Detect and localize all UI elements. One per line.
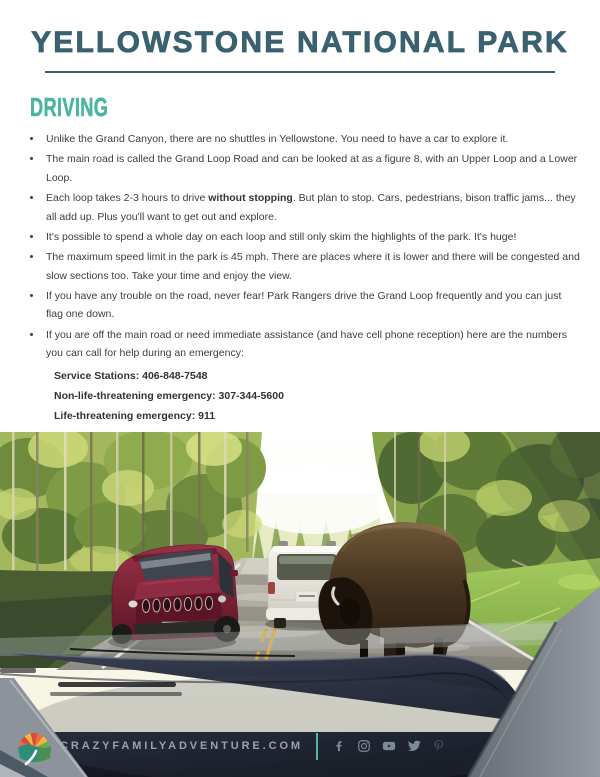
- tip-text: It's possible to spend a whole day on each loop and still only skim the highlights of the park. It's huge!: [46, 230, 517, 243]
- instagram-icon[interactable]: [357, 739, 371, 753]
- photo-bison-traffic-jam: [0, 432, 600, 777]
- footer-bar: [14, 723, 590, 769]
- page-title: YELLOWSTONE NATIONAL PARK: [31, 26, 569, 59]
- title-underline: [45, 71, 555, 73]
- facebook-icon[interactable]: [332, 739, 346, 753]
- list-item: [43, 150, 581, 187]
- driving-section: [0, 92, 600, 427]
- tip-text: Unlike the Grand Canyon, there are no shuttles in Yellowstone. You need to have a car to explore it.: [46, 133, 509, 145]
- tip-text: If you are off the main road or need immediate assistance (and have cell phone reception) here are the numbers you can call for help during an emergency:: [46, 328, 568, 360]
- site-logo[interactable]: [14, 724, 54, 768]
- list-item: [43, 189, 581, 226]
- tip-text: The main road is called the Grand Loop Road and can be looked at as a figure 8, with an Upper Loop and a Lower Loop.: [46, 153, 578, 184]
- emergency-number: Life-threatening emergency: 911: [54, 410, 216, 423]
- tip-text: . But plan to stop. Cars, pedestrians, bison traffic jams... they all add up. Plus you'll want to get out and explore.: [46, 192, 576, 223]
- youtube-icon[interactable]: [382, 739, 396, 753]
- list-item: [43, 326, 581, 363]
- list-item: [43, 130, 581, 148]
- defroster-vent: [58, 682, 176, 687]
- list-item: [43, 248, 581, 285]
- footer-divider: [316, 733, 318, 760]
- social-icons: [332, 739, 446, 753]
- list-item: [43, 287, 581, 324]
- tip-text: The maximum speed limit in the park is 45 mph. There are places where it is lower and there will be congested and slow sections too. Take your time and enjoy the view.: [46, 251, 580, 282]
- emergency-numbers: [54, 367, 570, 427]
- emergency-number: Service Stations: 406-848-7548: [54, 369, 208, 382]
- driving-tips-list: [30, 130, 581, 363]
- website-link[interactable]: CRAZYFAMILYADVENTURE.COM: [60, 740, 303, 752]
- twitter-icon[interactable]: [407, 739, 421, 753]
- pinterest-icon[interactable]: [432, 739, 446, 753]
- emergency-number: Non-life-threatening emergency: 307-344-5600: [54, 389, 284, 402]
- list-item: [43, 228, 581, 246]
- tip-text-bold: without stopping: [208, 192, 293, 205]
- sunburst-icon: [18, 733, 51, 764]
- tip-text: If you have any trouble on the road, never fear! Park Rangers drive the Grand Loop frequently and you can just flag one down.: [46, 290, 562, 321]
- tip-text: Each loop takes 2-3 hours to drive: [46, 192, 209, 205]
- section-heading-driving: DRIVING: [30, 92, 109, 122]
